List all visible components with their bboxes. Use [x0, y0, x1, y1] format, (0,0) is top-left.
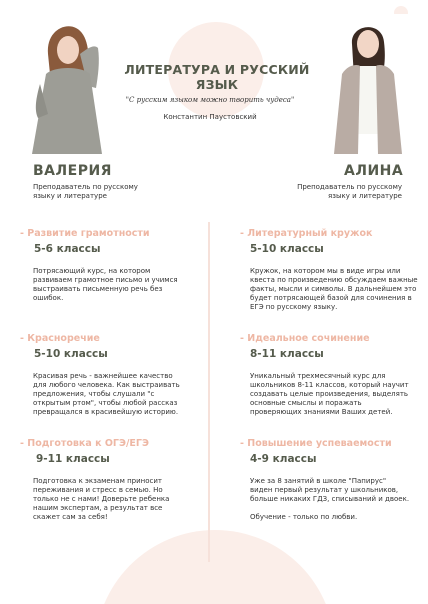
course-title: - Идеальное сочинение — [240, 333, 370, 344]
course-card — [240, 333, 410, 417]
course-grades: 5-6 классы — [34, 243, 101, 255]
course-description: Потрясающий курс, на котором развиваем грамотное письмо и учимся выстраивать письменную речь без ошибок. — [33, 267, 178, 302]
course-card — [240, 228, 418, 312]
course-grades: 8-11 классы — [250, 348, 324, 360]
course-title: - Литературный кружок — [240, 228, 373, 239]
course-grades: 5-10 классы — [34, 348, 108, 360]
course-grades: 9-11 классы — [36, 453, 110, 465]
teacher-name-alina: АЛИНА — [344, 163, 404, 179]
epigraph-author: Константин Паустовский — [163, 113, 257, 121]
epigraph-quote: "С русским языком можно творить чудеса" — [125, 96, 295, 104]
course-description: Красивая речь - важнейшее качество для любого человека. Как выстраивать предложения, чтобы слушали "с открытым ртом", чтобы любой рассказ превращался в красивейшую историю. — [33, 372, 180, 416]
course-title: - Развитие грамотности — [20, 228, 150, 239]
teacher-desc-alina: Преподаватель по русскому языку и литературе — [297, 183, 402, 200]
teacher-photo-alina — [322, 14, 414, 154]
course-description: Подготовка к экзаменам приносит переживания и стресс в семью. Но только не с нами! Доверьте ребенка нашим экспертам, а результат все скажет сам за себя! — [33, 477, 170, 521]
course-description: Уже за 8 занятий в школе "Папирус" виден первый результат у школьников, больше никаких ГДЗ, списываний и двоек. Обучение - только по любви. — [250, 477, 410, 521]
course-title: - Красноречие — [20, 333, 100, 344]
teacher-name-valeria: ВАЛЕРИЯ — [33, 163, 112, 179]
course-description: Уникальный трехмесячный курс для школьников 8-11 классов, который научит создавать целые произведения, выделять основные смыслы и поражать проверяющих знаниями Ваших детей. — [250, 372, 409, 416]
course-card — [20, 438, 190, 522]
course-description: Кружок, на котором мы в виде игры или квеста по произведению обсуждаем важные факты, мысли и символы. В дальнейшем это будет потрясающей базой для сочинения в ЕГЭ по русскому языку. — [250, 267, 418, 311]
decor-circle-bottom — [95, 530, 335, 604]
course-card — [240, 438, 410, 522]
teacher-photo-valeria — [18, 14, 118, 154]
course-grades: 5-10 классы — [250, 243, 324, 255]
center-divider — [208, 222, 210, 562]
course-title: - Повышение успеваемости — [240, 438, 392, 449]
course-card — [20, 333, 190, 417]
course-title: - Подготовка к ОГЭ/ЕГЭ — [20, 438, 149, 449]
page-title: ЛИТЕРАТУРА И РУССКИЙ ЯЗЫК — [124, 62, 310, 92]
course-card — [20, 228, 190, 303]
teacher-desc-valeria: Преподаватель по русскому языку и литературе — [33, 183, 138, 200]
course-grades: 4-9 классы — [250, 453, 317, 465]
